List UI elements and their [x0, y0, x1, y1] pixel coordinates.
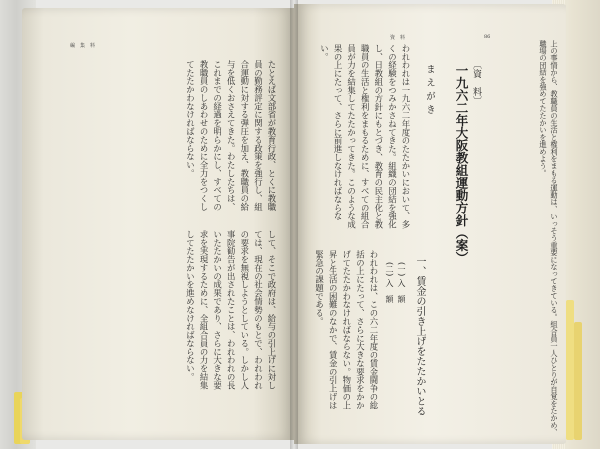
- section-one-heading: 一、賃金の引き上げをたたかいとる: [414, 256, 425, 416]
- left-upper-text-block: たとえば文部省が教育行政、とくに教職員の勤務評定に関する政策を強行し、組合運動に対する弾圧を加え、教職員の給与を低くおさえてきた。わたしたちは、これまでの経過を明らかにし、すべての教職員のしあわせのために全力をつくしてたたかわなければならない。: [185, 60, 277, 212]
- subhead-2: (二) 入 額: [385, 262, 394, 303]
- right-page-number: 86: [484, 34, 491, 40]
- document-label: 〔資 料〕: [471, 60, 481, 105]
- section-one-text-block: われわれは、この六二年度の賃金闘争の総括の上にたって、さらに大きな要求をかかげてたたかわなければならない。物価の上昇と生活の困難のなかで、賃金の引上げは緊急の課題である。: [314, 250, 379, 410]
- subhead-1: (一) 入 額: [397, 262, 406, 303]
- book-gutter: [290, 0, 298, 449]
- preface-text-block: われわれは一九六二年度のたたかいにおいて、多くの経験をつみかさねてきた。組織の団結を強化し、日教組の方針にもとづき、教育の民主化と教職員の生活と権利をまもるために、すべての組合員が力を結集してたたかってきた。このような成果の上にたって、さらに前進しなければならない。: [319, 44, 411, 229]
- left-lower-text-block: して、そこで政府は、給与の引上げに対しては、現在の社会情勢のもとで、われわれの要求を無視しようとしている。しかし人事院勧告が出されたことは、われわれの長いたたかいの成果であり、さらに大きな要求を実現するために、全組合員の力を結集してたたかいを進めなければならない。: [185, 230, 277, 390]
- preface-heading: まえがき: [424, 64, 435, 118]
- right-running-head: 資 料: [390, 35, 406, 41]
- bookmark-tab-right: [566, 300, 574, 440]
- left-page: [22, 8, 294, 440]
- left-running-head: 編 集 料: [70, 43, 96, 49]
- bookmark-tab-right-2: [574, 322, 582, 440]
- far-right-text-block: 上の事情から、教職員の生活と権利をまもる運動は、いっそう重要になってきている。組合員一人ひとりが自覚をたかめ、職場の団結を強めてたたかいを進めよう。: [539, 40, 559, 436]
- document-title: 一九六二年大阪教組運動方針（案）: [454, 64, 469, 264]
